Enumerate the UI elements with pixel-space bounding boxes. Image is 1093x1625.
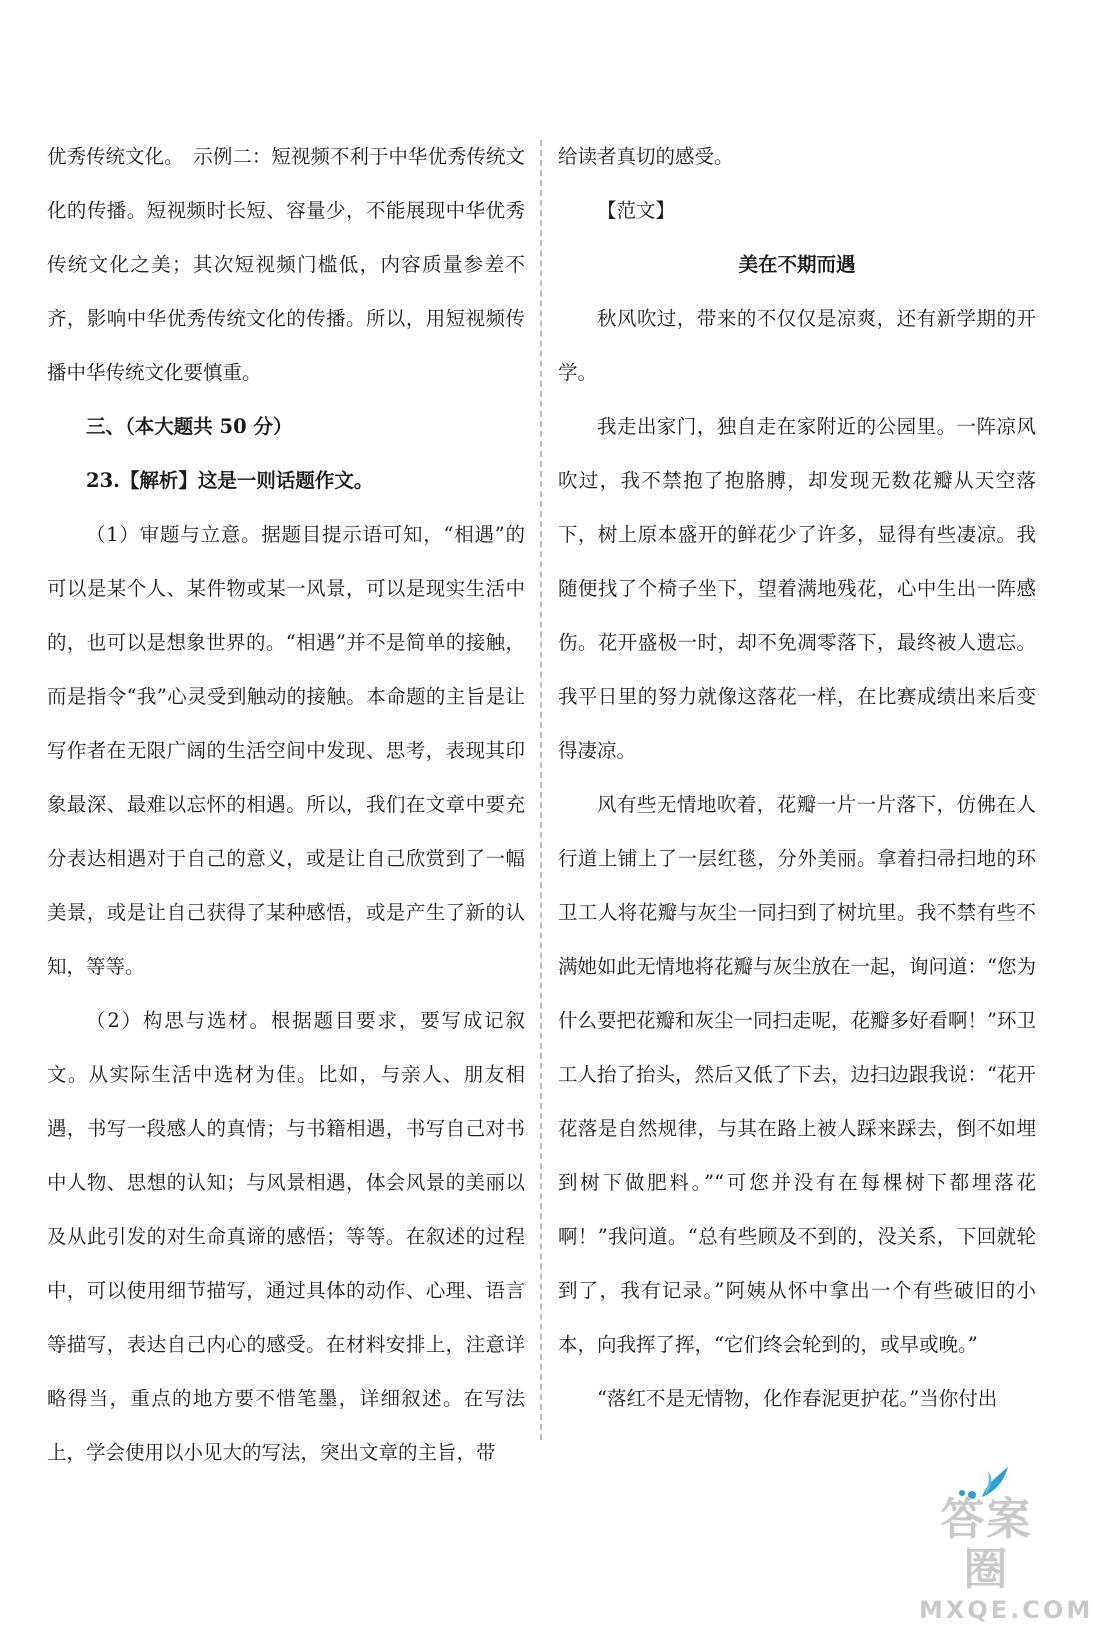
right-column: [558, 130, 1036, 1426]
right-paragraph-continued: 给读者真切的感受。: [558, 145, 734, 168]
watermark-text: 答案圈: [940, 1494, 1033, 1595]
left-paragraph-material: （2）构思与选材。根据题目要求，要写成记叙文。从实际生活中选材为佳。比如，与亲人、朋友相遇，书写一段感人的真情；与书籍相遇，书写自己对书中人物、思想的认知；与风景相遇，体会风景的美丽以及从此引发的对生命真谛的感悟；等等。在叙述的过程中，可以使用细节描写，通过具体的动作、心理、语言等描写，表达自己内心的感受。在材料安排上，注意详略得当，重点的地方要不惜笔墨，详细叙述。在写法上，学会使用以小见大的写法，突出文章的主旨，带: [47, 1009, 525, 1464]
section-heading: 三、（本大题共 50 分）: [86, 415, 293, 438]
left-paragraph-1: 优秀传统文化。 示例二：短视频不利于中华优秀传统文化的传播。短视频时长短、容量少，不能展现中华优秀传统文化之美；其次短视频门槛低，内容质量参差不齐，影响中华优秀传统文化的传播。所以，用短视频传播中华传统文化要慎重。: [47, 145, 525, 384]
essay-paragraph-3: 风有些无情地吹着，花瓣一片一片落下，仿佛在人行道上铺上了一层红毯，分外美丽。拿着扫帚扫地的环卫工人将花瓣与灰尘一同扫到了树坑里。我不禁有些不满她如此无情地将花瓣与灰尘放在一起，询问道：“您为什么要把花瓣和灰尘一同扫走呢，花瓣多好看啊！”环卫工人抬了抬头，然后又低了下去，边扫边跟我说：“花开花落是自然规律，与其在路上被人踩来踩去，倒不如埋到树下做肥料。”“可您并没有在每棵树下都埋落花啊！”我问道。“总有些顾及不到的，没关系，下回就轮到了，我有记录。”阿姨从怀中拿出一个有些破旧的小本，向我挥了挥，“它们终会轮到的，或早或晚。”: [558, 793, 1036, 1356]
essay-title: 美在不期而遇: [738, 253, 856, 276]
essay-paragraph-1: 秋风吹过，带来的不仅仅是凉爽，还有新学期的开学。: [558, 307, 1036, 384]
sample-essay-label: 【范文】: [597, 199, 676, 222]
left-paragraph-topic: （1）审题与立意。据题目提示语可知，“相遇”的可以是某个人、某件物或某一风景，可以是现实生活中的，也可以是想象世界的。“相遇”并不是简单的接触，而是指令“我”心灵受到触动的接触。本命题的主旨是让写作者在无限广阔的生活空间中发现、思考，表现其印象最深、最难以忘怀的相遇。所以，我们在文章中要充分表达相遇对于自己的意义，或是让自己欣赏到了一幅美景，或是让自己获得了某种感悟，或是产生了新的认知，等等。: [47, 523, 525, 978]
essay-paragraph-2: 我走出家门，独自走在家附近的公园里。一阵凉风吹过，我不禁抱了抱胳膊，却发现无数花瓣从天空落下，树上原本盛开的鲜花少了许多，显得有些凄凉。我随便找了个椅子坐下，望着满地残花，心中生出一阵感伤。花开盛极一时，却不免凋零落下，最终被人遗忘。我平日里的努力就像这落花一样，在比赛成绩出来后变得凄凉。: [558, 415, 1036, 762]
question-analysis-heading: 23.【解析】这是一则话题作文。: [86, 469, 374, 492]
column-divider: [540, 140, 542, 1440]
left-column: [47, 130, 525, 1480]
watermark-logo: [919, 1494, 1093, 1624]
essay-paragraph-4: “落红不是无情物，化作春泥更护花。”当你付出: [597, 1387, 998, 1410]
watermark-url: MXQE.COM: [919, 1596, 1093, 1624]
